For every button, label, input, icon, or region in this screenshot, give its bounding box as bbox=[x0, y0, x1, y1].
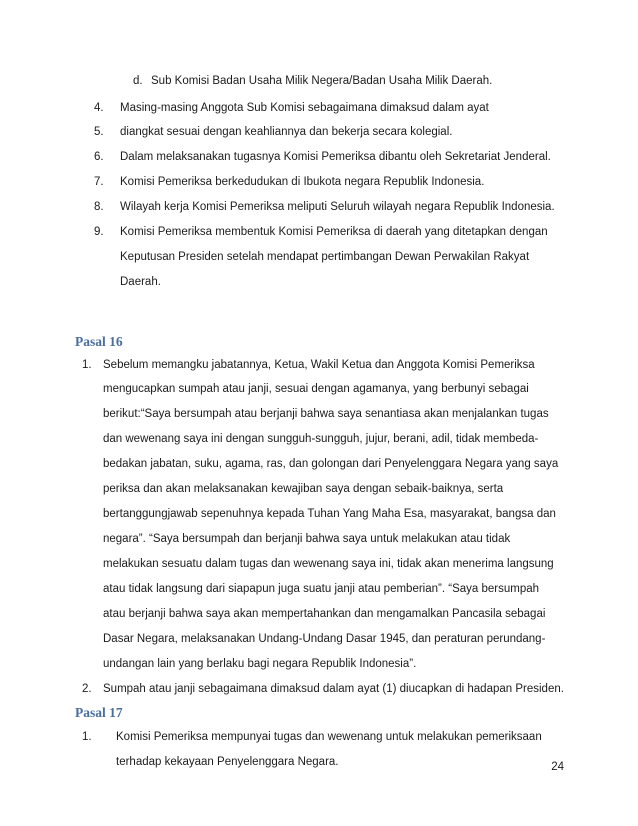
item-text: Sebelum memangku jabatannya, Ketua, Wakil Ketua dan Anggota Komisi Pemeriksa bbox=[103, 359, 535, 371]
item-text: mengucapkan sumpah atau janji, sesuai dengan agamanya, yang berbunyi sebagai bbox=[103, 383, 529, 395]
item-number: 6. bbox=[94, 151, 104, 163]
item-text: atau tidak langsung dari siapapun juga suatu janji atau pemberian”. “Saya bersumpah bbox=[103, 583, 540, 595]
item-text: bedakan jabatan, suku, agama, ras, dan golongan dari Penyelenggara Negara yang saya bbox=[103, 458, 559, 470]
item-text: Keputusan Presiden setelah mendapat pertimbangan Dewan Perwakilan Rakyat bbox=[120, 251, 530, 263]
item-text: Daerah. bbox=[120, 276, 161, 288]
item-number: 1. bbox=[82, 359, 92, 371]
item-text: dan wewenang saya ini dengan sungguh-sungguh, jujur, berani, adil, tidak membeda- bbox=[103, 433, 539, 445]
item-text: berikut:“Saya bersumpah atau berjanji bahwa saya senantiasa akan menjalankan tugas bbox=[103, 408, 549, 420]
item-text: negara”. “Saya bersumpah dan berjanji bahwa saya untuk melakukan atau tidak bbox=[103, 533, 511, 545]
item-number: 8. bbox=[94, 201, 104, 213]
item-number: 1. bbox=[82, 731, 92, 743]
item-text: atau berjanji bahwa saya akan mempertahankan dan mengamalkan Pancasila sebagai bbox=[103, 608, 546, 620]
pasal-17-heading: Pasal 17 bbox=[75, 705, 123, 720]
item-text: Komisi Pemeriksa berkedudukan di Ibukota negara Republik Indonesia. bbox=[120, 176, 485, 188]
item-text: Wilayah kerja Komisi Pemeriksa meliputi Seluruh wilayah negara Republik Indonesia. bbox=[120, 201, 555, 213]
item-text: diangkat sesuai dengan keahliannya dan bekerja secara kolegial. bbox=[120, 126, 453, 138]
item-text: Dalam melaksanakan tugasnya Komisi Pemeriksa dibantu oleh Sekretariat Jenderal. bbox=[120, 151, 551, 163]
item-text: undangan lain yang berlaku bagi negara Republik Indonesia”. bbox=[103, 658, 417, 670]
item-text: Sumpah atau janji sebagaimana dimaksud dalam ayat (1) diucapkan di hadapan Presiden. bbox=[103, 683, 564, 695]
item-text: Dasar Negara, melaksanakan Undang-Undang Dasar 1945, dan peraturan perundang- bbox=[103, 633, 546, 645]
item-number: 7. bbox=[94, 176, 104, 188]
item-number: 5. bbox=[94, 126, 104, 138]
item-text: periksa dan akan melaksanakan kewajiban saya dengan sebaik-baiknya, serta bbox=[103, 483, 504, 495]
item-text: Komisi Pemeriksa membentuk Komisi Pemeriksa di daerah yang ditetapkan dengan bbox=[120, 226, 548, 238]
item-text: Sub Komisi Badan Usaha Milik Negera/Badan Usaha Milik Daerah. bbox=[151, 75, 493, 87]
item-text: bertanggungjawab sepenuhnya kepada Tuhan Yang Maha Esa, masyarakat, bangsa dan bbox=[103, 508, 556, 520]
item-number: 9. bbox=[94, 226, 104, 238]
page-number: 24 bbox=[551, 761, 564, 773]
item-number: 2. bbox=[82, 683, 92, 695]
item-text: Masing-masing Anggota Sub Komisi sebagaimana dimaksud dalam ayat bbox=[120, 102, 489, 114]
pasal-16-heading: Pasal 16 bbox=[75, 334, 123, 349]
item-text: Komisi Pemeriksa mempunyai tugas dan wewenang untuk melakukan pemeriksaan bbox=[116, 731, 542, 743]
item-text: melakukan sesuatu dalam tugas dan wewenang saya ini, tidak akan menerima langsung bbox=[103, 558, 554, 570]
item-number: 4. bbox=[94, 102, 104, 114]
item-number: d. bbox=[133, 75, 143, 87]
item-text: terhadap kekayaan Penyelenggara Negara. bbox=[116, 756, 339, 768]
